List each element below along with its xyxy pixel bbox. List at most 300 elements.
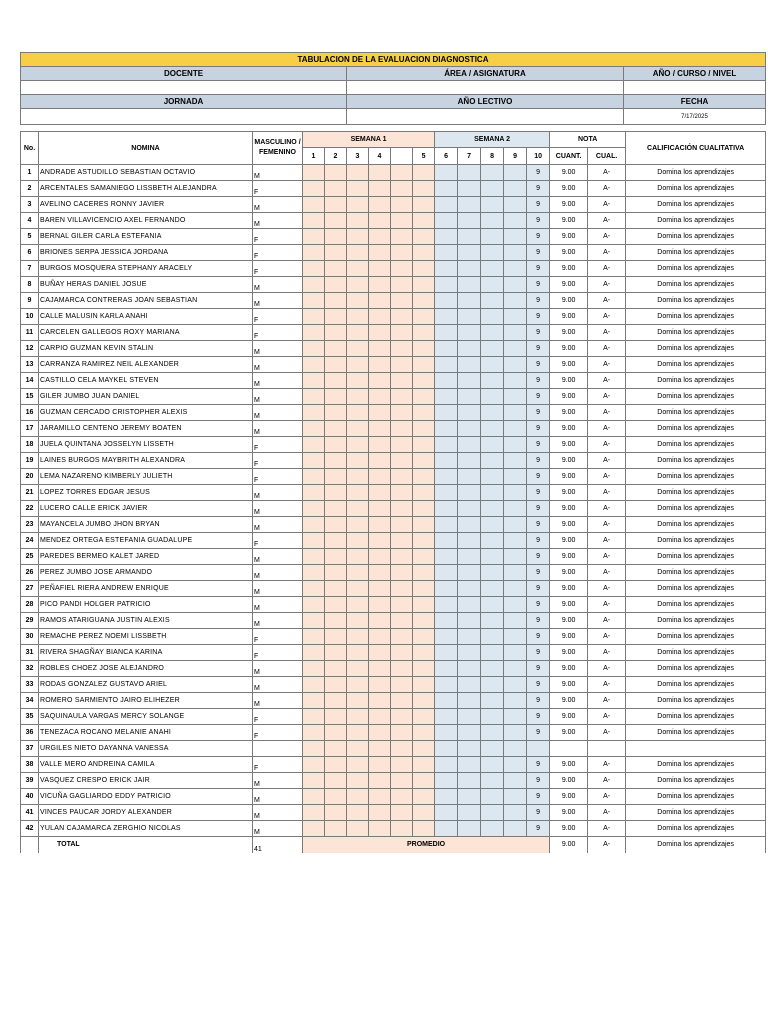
- week1-score-cell[interactable]: [303, 805, 325, 821]
- week2-score-cell[interactable]: [458, 277, 481, 293]
- week1-score-cell[interactable]: [413, 757, 435, 773]
- week1-score-cell[interactable]: [369, 325, 391, 341]
- week2-score-cell[interactable]: [504, 485, 527, 501]
- week1-score-cell[interactable]: [347, 181, 369, 197]
- week1-score-cell[interactable]: [303, 629, 325, 645]
- week1-score-cell[interactable]: [391, 309, 413, 325]
- week1-score-cell[interactable]: [391, 677, 413, 693]
- week2-score-cell[interactable]: 9: [527, 181, 550, 197]
- week1-score-cell[interactable]: [413, 677, 435, 693]
- week1-score-cell[interactable]: [347, 517, 369, 533]
- week2-score-cell[interactable]: [481, 165, 504, 181]
- week1-score-cell[interactable]: [347, 661, 369, 677]
- week2-score-cell[interactable]: [435, 165, 458, 181]
- week1-score-cell[interactable]: [325, 261, 347, 277]
- week1-score-cell[interactable]: [303, 341, 325, 357]
- week2-score-cell[interactable]: 9: [527, 789, 550, 805]
- week2-score-cell[interactable]: [504, 709, 527, 725]
- week2-score-cell[interactable]: [504, 581, 527, 597]
- week2-score-cell[interactable]: [481, 277, 504, 293]
- week2-score-cell[interactable]: 9: [527, 309, 550, 325]
- week1-score-cell[interactable]: [369, 597, 391, 613]
- week2-score-cell[interactable]: [435, 677, 458, 693]
- week1-score-cell[interactable]: [413, 661, 435, 677]
- week2-score-cell[interactable]: [435, 197, 458, 213]
- week1-score-cell[interactable]: [369, 821, 391, 837]
- week1-score-cell[interactable]: [347, 821, 369, 837]
- week2-score-cell[interactable]: [435, 485, 458, 501]
- week1-score-cell[interactable]: [325, 821, 347, 837]
- week1-score-cell[interactable]: [325, 677, 347, 693]
- area-field[interactable]: [347, 81, 624, 95]
- week2-score-cell[interactable]: [504, 613, 527, 629]
- week1-score-cell[interactable]: [391, 485, 413, 501]
- week1-score-cell[interactable]: [347, 565, 369, 581]
- week1-score-cell[interactable]: [369, 421, 391, 437]
- week2-score-cell[interactable]: [458, 821, 481, 837]
- week1-score-cell[interactable]: [369, 293, 391, 309]
- week2-score-cell[interactable]: [504, 693, 527, 709]
- week1-score-cell[interactable]: [347, 805, 369, 821]
- week2-score-cell[interactable]: [504, 245, 527, 261]
- week2-score-cell[interactable]: 9: [527, 389, 550, 405]
- week1-score-cell[interactable]: [391, 165, 413, 181]
- week1-score-cell[interactable]: [369, 789, 391, 805]
- student-sex[interactable]: M: [253, 485, 303, 501]
- week2-score-cell[interactable]: [481, 309, 504, 325]
- week2-score-cell[interactable]: [481, 789, 504, 805]
- week1-score-cell[interactable]: [347, 453, 369, 469]
- student-sex[interactable]: M: [253, 373, 303, 389]
- week1-score-cell[interactable]: [325, 757, 347, 773]
- week2-score-cell[interactable]: 9: [527, 229, 550, 245]
- week1-score-cell[interactable]: [303, 645, 325, 661]
- week1-score-cell[interactable]: [413, 581, 435, 597]
- week2-score-cell[interactable]: [527, 741, 550, 757]
- week2-score-cell[interactable]: [504, 565, 527, 581]
- week1-score-cell[interactable]: [391, 533, 413, 549]
- week2-score-cell[interactable]: 9: [527, 213, 550, 229]
- week1-score-cell[interactable]: [347, 693, 369, 709]
- week1-score-cell[interactable]: [413, 741, 435, 757]
- week1-score-cell[interactable]: [303, 725, 325, 741]
- week2-score-cell[interactable]: 9: [527, 725, 550, 741]
- week1-score-cell[interactable]: [369, 229, 391, 245]
- week1-score-cell[interactable]: [413, 789, 435, 805]
- week1-score-cell[interactable]: [369, 581, 391, 597]
- week2-score-cell[interactable]: 9: [527, 293, 550, 309]
- week1-score-cell[interactable]: [303, 565, 325, 581]
- week2-score-cell[interactable]: [481, 517, 504, 533]
- week2-score-cell[interactable]: 9: [527, 661, 550, 677]
- week1-score-cell[interactable]: [303, 277, 325, 293]
- week2-score-cell[interactable]: 9: [527, 405, 550, 421]
- week1-score-cell[interactable]: [325, 293, 347, 309]
- week1-score-cell[interactable]: [347, 341, 369, 357]
- week1-score-cell[interactable]: [303, 437, 325, 453]
- week2-score-cell[interactable]: [481, 389, 504, 405]
- week2-score-cell[interactable]: 9: [527, 245, 550, 261]
- week1-score-cell[interactable]: [347, 165, 369, 181]
- week1-score-cell[interactable]: [413, 709, 435, 725]
- week1-score-cell[interactable]: [369, 357, 391, 373]
- week1-score-cell[interactable]: [303, 181, 325, 197]
- week1-score-cell[interactable]: [347, 645, 369, 661]
- week2-score-cell[interactable]: [504, 677, 527, 693]
- week1-score-cell[interactable]: [369, 389, 391, 405]
- week2-score-cell[interactable]: 9: [527, 693, 550, 709]
- week2-score-cell[interactable]: 9: [527, 533, 550, 549]
- week1-score-cell[interactable]: [391, 789, 413, 805]
- week2-score-cell[interactable]: 9: [527, 709, 550, 725]
- week2-score-cell[interactable]: [458, 469, 481, 485]
- week2-score-cell[interactable]: [435, 325, 458, 341]
- week2-score-cell[interactable]: 9: [527, 165, 550, 181]
- week1-score-cell[interactable]: [347, 421, 369, 437]
- week1-score-cell[interactable]: [325, 501, 347, 517]
- week2-score-cell[interactable]: [504, 309, 527, 325]
- week2-score-cell[interactable]: [435, 357, 458, 373]
- week2-score-cell[interactable]: [458, 517, 481, 533]
- week1-score-cell[interactable]: [347, 405, 369, 421]
- week1-score-cell[interactable]: [347, 277, 369, 293]
- week2-score-cell[interactable]: [504, 725, 527, 741]
- week1-score-cell[interactable]: [303, 693, 325, 709]
- week1-score-cell[interactable]: [369, 197, 391, 213]
- week1-score-cell[interactable]: [325, 245, 347, 261]
- jornada-field[interactable]: [21, 109, 347, 125]
- student-sex[interactable]: M: [253, 805, 303, 821]
- week2-score-cell[interactable]: [481, 485, 504, 501]
- week1-score-cell[interactable]: [303, 325, 325, 341]
- week1-score-cell[interactable]: [303, 709, 325, 725]
- week1-score-cell[interactable]: [303, 533, 325, 549]
- week1-score-cell[interactable]: [303, 597, 325, 613]
- week2-score-cell[interactable]: 9: [527, 581, 550, 597]
- week1-score-cell[interactable]: [369, 565, 391, 581]
- week1-score-cell[interactable]: [303, 405, 325, 421]
- week1-score-cell[interactable]: [303, 757, 325, 773]
- week1-score-cell[interactable]: [347, 773, 369, 789]
- week2-score-cell[interactable]: [504, 277, 527, 293]
- week2-score-cell[interactable]: [458, 373, 481, 389]
- week1-score-cell[interactable]: [391, 613, 413, 629]
- student-sex[interactable]: M: [253, 197, 303, 213]
- week1-score-cell[interactable]: [413, 309, 435, 325]
- student-sex[interactable]: M: [253, 677, 303, 693]
- week1-score-cell[interactable]: [303, 421, 325, 437]
- week2-score-cell[interactable]: [458, 245, 481, 261]
- week1-score-cell[interactable]: [303, 677, 325, 693]
- week2-score-cell[interactable]: [435, 245, 458, 261]
- week1-score-cell[interactable]: [391, 421, 413, 437]
- week1-score-cell[interactable]: [369, 245, 391, 261]
- week1-score-cell[interactable]: [369, 517, 391, 533]
- fecha-field[interactable]: 7/17/2025: [624, 109, 766, 125]
- week1-score-cell[interactable]: [391, 805, 413, 821]
- week2-score-cell[interactable]: 9: [527, 645, 550, 661]
- week1-score-cell[interactable]: [413, 533, 435, 549]
- week2-score-cell[interactable]: [481, 501, 504, 517]
- week1-score-cell[interactable]: [369, 437, 391, 453]
- week1-score-cell[interactable]: [391, 629, 413, 645]
- week2-score-cell[interactable]: [458, 485, 481, 501]
- week2-score-cell[interactable]: 9: [527, 773, 550, 789]
- week1-score-cell[interactable]: [347, 581, 369, 597]
- week1-score-cell[interactable]: [347, 741, 369, 757]
- week1-score-cell[interactable]: [413, 341, 435, 357]
- week2-score-cell[interactable]: [458, 693, 481, 709]
- week1-score-cell[interactable]: [303, 229, 325, 245]
- student-sex[interactable]: F: [253, 757, 303, 773]
- week1-score-cell[interactable]: [303, 261, 325, 277]
- week1-score-cell[interactable]: [303, 661, 325, 677]
- week2-score-cell[interactable]: [481, 821, 504, 837]
- week2-score-cell[interactable]: [481, 533, 504, 549]
- week1-score-cell[interactable]: [391, 741, 413, 757]
- week2-score-cell[interactable]: [435, 725, 458, 741]
- week2-score-cell[interactable]: [435, 277, 458, 293]
- week1-score-cell[interactable]: [347, 533, 369, 549]
- week2-score-cell[interactable]: [481, 437, 504, 453]
- week2-score-cell[interactable]: [481, 405, 504, 421]
- week1-score-cell[interactable]: [391, 341, 413, 357]
- lectivo-field[interactable]: [347, 109, 624, 125]
- week1-score-cell[interactable]: [347, 389, 369, 405]
- week1-score-cell[interactable]: [391, 821, 413, 837]
- week2-score-cell[interactable]: [504, 469, 527, 485]
- week1-score-cell[interactable]: [347, 789, 369, 805]
- week1-score-cell[interactable]: [325, 437, 347, 453]
- week1-score-cell[interactable]: [369, 261, 391, 277]
- week2-score-cell[interactable]: [481, 709, 504, 725]
- week1-score-cell[interactable]: [369, 165, 391, 181]
- week2-score-cell[interactable]: [504, 165, 527, 181]
- week1-score-cell[interactable]: [391, 181, 413, 197]
- week2-score-cell[interactable]: [458, 453, 481, 469]
- week1-score-cell[interactable]: [325, 613, 347, 629]
- week1-score-cell[interactable]: [325, 549, 347, 565]
- week2-score-cell[interactable]: [481, 757, 504, 773]
- week1-score-cell[interactable]: [413, 421, 435, 437]
- week2-score-cell[interactable]: [458, 357, 481, 373]
- week2-score-cell[interactable]: [435, 181, 458, 197]
- week1-score-cell[interactable]: [325, 565, 347, 581]
- week2-score-cell[interactable]: [481, 261, 504, 277]
- week2-score-cell[interactable]: [458, 533, 481, 549]
- week1-score-cell[interactable]: [303, 773, 325, 789]
- week1-score-cell[interactable]: [369, 277, 391, 293]
- week2-score-cell[interactable]: [435, 581, 458, 597]
- week1-score-cell[interactable]: [413, 293, 435, 309]
- week1-score-cell[interactable]: [391, 277, 413, 293]
- student-sex[interactable]: M: [253, 821, 303, 837]
- week2-score-cell[interactable]: 9: [527, 197, 550, 213]
- week2-score-cell[interactable]: [504, 517, 527, 533]
- week1-score-cell[interactable]: [391, 405, 413, 421]
- week2-score-cell[interactable]: [481, 549, 504, 565]
- week1-score-cell[interactable]: [325, 165, 347, 181]
- week1-score-cell[interactable]: [369, 661, 391, 677]
- week1-score-cell[interactable]: [347, 325, 369, 341]
- week2-score-cell[interactable]: [435, 565, 458, 581]
- student-sex[interactable]: M: [253, 357, 303, 373]
- student-sex[interactable]: M: [253, 789, 303, 805]
- student-sex[interactable]: F: [253, 469, 303, 485]
- week1-score-cell[interactable]: [347, 229, 369, 245]
- week1-score-cell[interactable]: [303, 357, 325, 373]
- week1-score-cell[interactable]: [391, 453, 413, 469]
- week2-score-cell[interactable]: [481, 773, 504, 789]
- week1-score-cell[interactable]: [369, 725, 391, 741]
- week1-score-cell[interactable]: [391, 245, 413, 261]
- week2-score-cell[interactable]: [504, 389, 527, 405]
- week2-score-cell[interactable]: [504, 229, 527, 245]
- week2-score-cell[interactable]: [435, 453, 458, 469]
- week2-score-cell[interactable]: [504, 453, 527, 469]
- week2-score-cell[interactable]: [504, 405, 527, 421]
- week2-score-cell[interactable]: [504, 805, 527, 821]
- week2-score-cell[interactable]: [504, 645, 527, 661]
- week1-score-cell[interactable]: [303, 245, 325, 261]
- week2-score-cell[interactable]: [435, 693, 458, 709]
- student-sex[interactable]: M: [253, 549, 303, 565]
- week1-score-cell[interactable]: [391, 261, 413, 277]
- week1-score-cell[interactable]: [347, 437, 369, 453]
- week2-score-cell[interactable]: [458, 709, 481, 725]
- week2-score-cell[interactable]: [504, 181, 527, 197]
- week2-score-cell[interactable]: [504, 757, 527, 773]
- week2-score-cell[interactable]: 9: [527, 597, 550, 613]
- week1-score-cell[interactable]: [391, 517, 413, 533]
- week1-score-cell[interactable]: [391, 693, 413, 709]
- week1-score-cell[interactable]: [369, 533, 391, 549]
- week1-score-cell[interactable]: [347, 725, 369, 741]
- week1-score-cell[interactable]: [347, 757, 369, 773]
- week1-score-cell[interactable]: [369, 501, 391, 517]
- week2-score-cell[interactable]: [435, 261, 458, 277]
- week1-score-cell[interactable]: [369, 693, 391, 709]
- week1-score-cell[interactable]: [325, 197, 347, 213]
- week2-score-cell[interactable]: [481, 357, 504, 373]
- week1-score-cell[interactable]: [347, 373, 369, 389]
- week1-score-cell[interactable]: [325, 741, 347, 757]
- week1-score-cell[interactable]: [347, 709, 369, 725]
- week2-score-cell[interactable]: 9: [527, 565, 550, 581]
- week1-score-cell[interactable]: [369, 613, 391, 629]
- week1-score-cell[interactable]: [347, 597, 369, 613]
- week1-score-cell[interactable]: [413, 693, 435, 709]
- week1-score-cell[interactable]: [413, 517, 435, 533]
- week2-score-cell[interactable]: [504, 357, 527, 373]
- week1-score-cell[interactable]: [369, 469, 391, 485]
- week2-score-cell[interactable]: [435, 741, 458, 757]
- week1-score-cell[interactable]: [413, 485, 435, 501]
- student-sex[interactable]: F: [253, 645, 303, 661]
- week1-score-cell[interactable]: [413, 405, 435, 421]
- student-sex[interactable]: F: [253, 229, 303, 245]
- student-sex[interactable]: M: [253, 389, 303, 405]
- week1-score-cell[interactable]: [391, 597, 413, 613]
- week1-score-cell[interactable]: [325, 277, 347, 293]
- week1-score-cell[interactable]: [303, 197, 325, 213]
- week1-score-cell[interactable]: [369, 405, 391, 421]
- week1-score-cell[interactable]: [391, 645, 413, 661]
- week2-score-cell[interactable]: [458, 325, 481, 341]
- week1-score-cell[interactable]: [325, 389, 347, 405]
- student-sex[interactable]: F: [253, 453, 303, 469]
- week1-score-cell[interactable]: [347, 469, 369, 485]
- week2-score-cell[interactable]: [458, 645, 481, 661]
- student-sex[interactable]: M: [253, 293, 303, 309]
- week1-score-cell[interactable]: [391, 565, 413, 581]
- week2-score-cell[interactable]: [458, 677, 481, 693]
- week1-score-cell[interactable]: [325, 517, 347, 533]
- week1-score-cell[interactable]: [347, 549, 369, 565]
- week2-score-cell[interactable]: [458, 181, 481, 197]
- week2-score-cell[interactable]: [435, 213, 458, 229]
- week1-score-cell[interactable]: [303, 549, 325, 565]
- week1-score-cell[interactable]: [391, 229, 413, 245]
- week1-score-cell[interactable]: [413, 773, 435, 789]
- week2-score-cell[interactable]: [481, 725, 504, 741]
- week1-score-cell[interactable]: [303, 613, 325, 629]
- week2-score-cell[interactable]: [435, 597, 458, 613]
- week2-score-cell[interactable]: [504, 533, 527, 549]
- student-sex[interactable]: M: [253, 693, 303, 709]
- week2-score-cell[interactable]: [481, 629, 504, 645]
- student-sex[interactable]: M: [253, 501, 303, 517]
- week2-score-cell[interactable]: 9: [527, 485, 550, 501]
- week1-score-cell[interactable]: [391, 469, 413, 485]
- week1-score-cell[interactable]: [391, 389, 413, 405]
- week2-score-cell[interactable]: [481, 565, 504, 581]
- week2-score-cell[interactable]: 9: [527, 341, 550, 357]
- week2-score-cell[interactable]: [435, 341, 458, 357]
- week1-score-cell[interactable]: [303, 213, 325, 229]
- week1-score-cell[interactable]: [369, 181, 391, 197]
- week1-score-cell[interactable]: [413, 597, 435, 613]
- week2-score-cell[interactable]: [481, 293, 504, 309]
- week2-score-cell[interactable]: [504, 741, 527, 757]
- week2-score-cell[interactable]: [458, 293, 481, 309]
- week1-score-cell[interactable]: [369, 485, 391, 501]
- week2-score-cell[interactable]: [458, 789, 481, 805]
- week2-score-cell[interactable]: [435, 661, 458, 677]
- week2-score-cell[interactable]: [504, 213, 527, 229]
- week1-score-cell[interactable]: [413, 501, 435, 517]
- week1-score-cell[interactable]: [325, 453, 347, 469]
- student-sex[interactable]: F: [253, 325, 303, 341]
- week2-score-cell[interactable]: [458, 389, 481, 405]
- week2-score-cell[interactable]: [435, 549, 458, 565]
- week1-score-cell[interactable]: [325, 805, 347, 821]
- week1-score-cell[interactable]: [391, 773, 413, 789]
- curso-field[interactable]: [624, 81, 766, 95]
- week2-score-cell[interactable]: [458, 405, 481, 421]
- week2-score-cell[interactable]: [481, 661, 504, 677]
- student-sex[interactable]: M: [253, 213, 303, 229]
- week1-score-cell[interactable]: [391, 357, 413, 373]
- week1-score-cell[interactable]: [391, 437, 413, 453]
- student-sex[interactable]: F: [253, 181, 303, 197]
- week2-score-cell[interactable]: 9: [527, 549, 550, 565]
- week2-score-cell[interactable]: [435, 613, 458, 629]
- week1-score-cell[interactable]: [325, 629, 347, 645]
- week1-score-cell[interactable]: [303, 789, 325, 805]
- week2-score-cell[interactable]: [481, 229, 504, 245]
- week2-score-cell[interactable]: [481, 325, 504, 341]
